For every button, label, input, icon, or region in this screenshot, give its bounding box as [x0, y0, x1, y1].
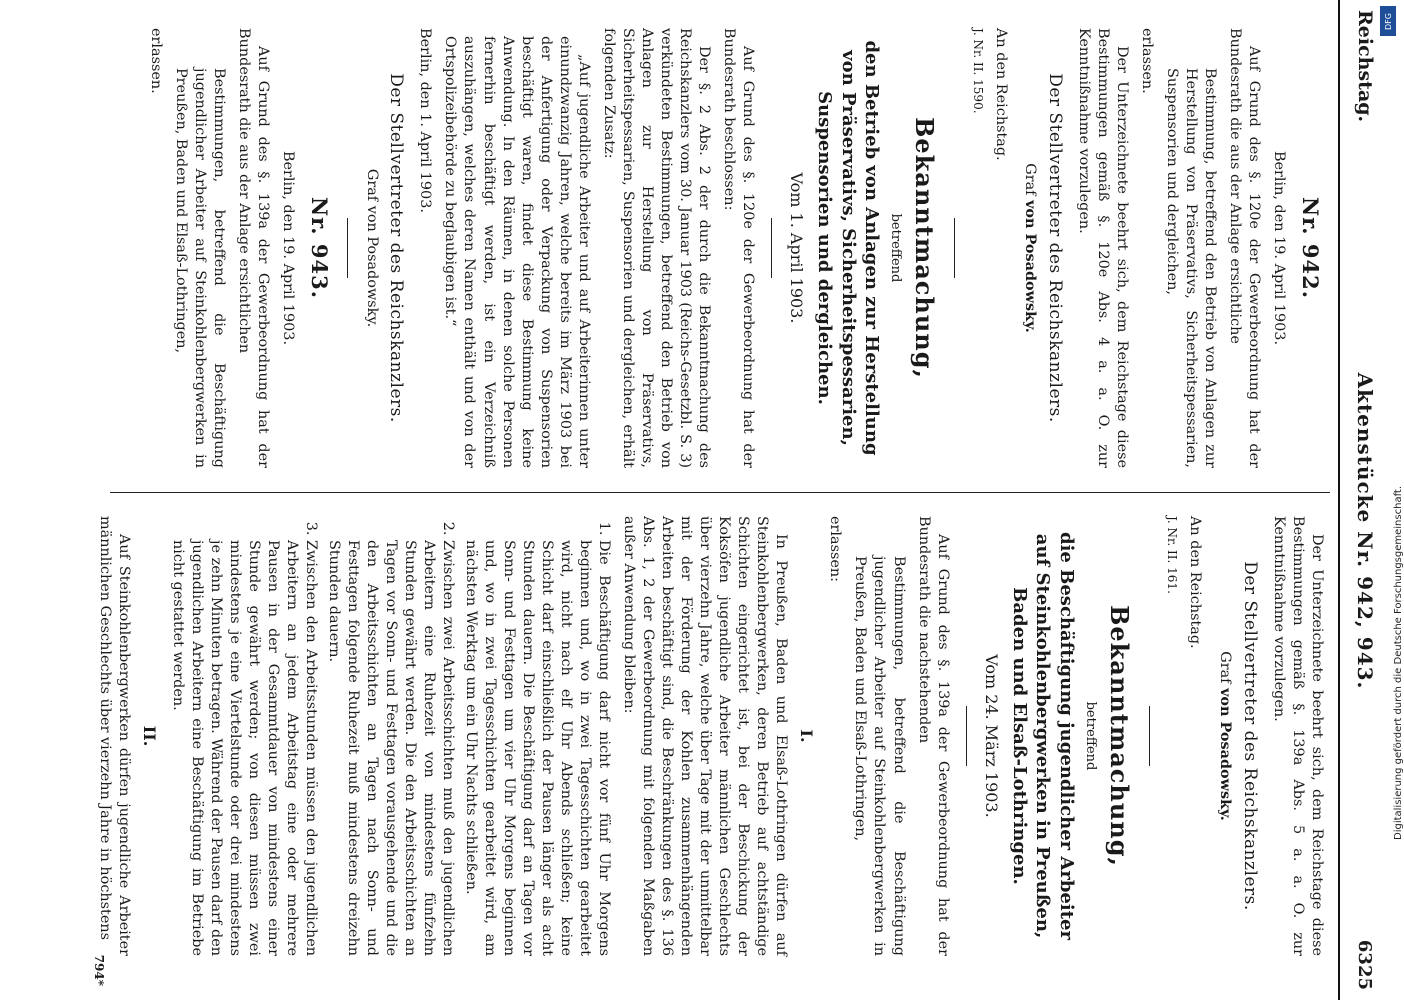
announcement-title: Bekanntmachung,	[909, 117, 939, 379]
paragraph-indented: Bestimmung, betreffend den Betrieb von Anlagen zur Herstellung von Präservativs, Sicherheitspessarien, Suspensorien und dergleichen,	[1164, 68, 1219, 468]
announcement-subject: die Beschäftigung jugendlicher Arbeiter auf Steinkohlenbergwerken in Preußen, Baden und Elsaß-Lothringen.	[1009, 532, 1077, 940]
paragraph: Der Unterzeichnete beehrt sich, dem Reichstage diese Bestimmungen gemäß §. 139a Abs. 5 a. a. O. zur Kenntnißnahme vorzulegen.	[1270, 516, 1325, 956]
signature-surname: von Posadowsky.	[1216, 688, 1234, 821]
paragraph-end: erlassen.	[1139, 28, 1156, 94]
paragraph-indented: Bestimmungen, betreffend die Beschäftigung jugendlicher Arbeiter auf Steinkohlenbergwerken in Preußen, Baden und Elsaß-Lothringen,	[173, 68, 228, 468]
signature-title: Der Stellvertreter des Reichskanzlers.	[1045, 73, 1066, 423]
separator	[954, 218, 955, 278]
signature-name: Graf von Posadowsky.	[364, 168, 381, 328]
dfg-logo	[1380, 6, 1396, 36]
left-column	[110, 28, 1326, 468]
column-divider	[110, 492, 1330, 493]
numbered-list	[168, 516, 613, 956]
paragraph-indented: Bestimmungen, betreffend die Beschäftigung jugendlicher Arbeiter auf Steinkohlenbergwerken in Preußen, Baden und Elsaß-Lothringen,	[852, 556, 907, 956]
betreffend-label: betreffend	[888, 213, 904, 283]
signature-prefix: Graf	[1021, 163, 1038, 196]
paragraph: Auf Grund des §. 139a der Gewerbeordnung hat der Bundesrath die nachstehenden	[915, 516, 951, 956]
paragraph-end: erlassen:	[827, 516, 844, 582]
signature-mark: 794*	[92, 954, 106, 986]
paragraph: Der Unterzeichnete beehrt sich, dem Reichstage diese Bestimmungen gemäß §. 120e Abs. 4 a. a. O. zur Kenntnißnahme vorzulegen.	[1076, 28, 1131, 468]
document-number-942: Nr. 942.	[1298, 196, 1323, 300]
signature-name	[1215, 516, 1235, 956]
paragraph: Auf Grund des §. 139a der Gewerbeordnung hat der Bundesrath die aus der Anlage ersichtlichen	[236, 28, 272, 468]
announcement-date: Vom 24. März 1903.	[981, 654, 1001, 818]
announcement-title: Bekanntmachung,	[1104, 605, 1134, 867]
signature-surname: von Posadowsky.	[1021, 200, 1039, 333]
signature-name	[1020, 28, 1040, 468]
addressee: An den Reichstag.	[1187, 516, 1204, 649]
betreffend-label: betreffend	[1082, 701, 1098, 771]
separator	[1149, 706, 1150, 766]
header-title: Aktenstücke Nr. 942, 943.	[1353, 372, 1377, 690]
section-heading-i: I.	[797, 729, 817, 743]
signature-prefix: Graf	[1216, 651, 1233, 684]
signature-title: Der Stellvertreter des Reichskanzlers.	[1239, 561, 1260, 911]
header-left: Reichstag.	[1354, 10, 1376, 123]
dfg-logo-text: DFG	[1383, 12, 1393, 30]
paragraph: In Preußen, Baden und Elsaß-Lothringen dürfen auf Steinkohlenbergwerken, deren Betrieb auf achtständige Schichten eingerichtet ist, bei der Beschickung der Koksöfen jugendliche Arbeiter männlichen Geschlechts über vierzehn Jahre, welche über Tage mit der unmittelbar mit der Förderung der Kohlen zusammenhängenden Arbeiten beschäftigt sind, die Beschränkungen des §. 136 Abs. 1, 2 der Gewerbeordnung mit folgenden Maßgaben außer Anwendung bleiben:	[621, 516, 790, 956]
separator	[347, 218, 348, 278]
place-date: Berlin, den 1. April 1903.	[417, 28, 434, 213]
list-item: 1. Die Beschäftigung darf nicht vor fünf Uhr Morgens beginnen und, wo in zwei Tagesschichten gearbeitet wird, nicht nach elf Uhr Abends schließen; keine Schicht darf einschließlich der Pausen länger als acht Stunden dauern. Die Beschäftigung darf an Tagen vor Sonn- und Festtagen um vier Uhr Morgens beginnen und, wo in zwei Tagesschichten gearbeitet wird, am nächsten Werktag um ein Uhr Nachts schließen.	[461, 540, 613, 956]
page-number: 6325	[1354, 939, 1376, 990]
dateline: Berlin, den 19. April 1903.	[280, 150, 297, 346]
section-heading-ii: II.	[139, 725, 159, 747]
document-page	[90, 0, 1390, 1000]
reference-number: J. Nr. II. 161.	[1165, 516, 1180, 594]
list-item: 2. Zwischen zwei Arbeitsschichten muß den jugendlichen Arbeitern eine Ruhezeit von mindestens fünfzehn Stunden gewährt werden. Die den Arbeitsschichten an Tagen vor Sonn- und Festtagen vorausgehende und die den Arbeitsschichten an Tagen nach Sonn- und Festtagen folgende Ruhezeit muß mindestens dreizehn Stunden dauern.	[324, 540, 457, 956]
signature-title: Der Stellvertreter des Reichskanzlers.	[386, 73, 407, 423]
paragraph: Auf Grund des §. 120e der Gewerbeordnung hat der Bundesrath die aus der Anlage ersichtliche	[1227, 28, 1263, 468]
separator	[771, 218, 772, 278]
right-column	[96, 516, 1326, 956]
document-number-943: Nr. 943.	[307, 196, 332, 300]
separator	[966, 706, 967, 766]
paragraph: Auf Grund des §. 120e der Gewerbeordnung hat der Bundesrath beschlossen:	[720, 28, 756, 468]
digitization-note	[1381, 140, 1404, 840]
reference-number: J. Nr. II. 1590.	[970, 28, 985, 114]
paragraph-end: erlassen.	[148, 28, 165, 94]
paragraph: Auf Steinkohlenbergwerken dürfen jugendliche Arbeiter männlichen Geschlechts über vierzehn Jahre in höchstens	[96, 516, 132, 956]
announcement-date: Vom 1. April 1903.	[786, 172, 806, 324]
digitization-note-text: Digitalisierung gefördert durch die Deutsche Forschungsgemeinschaft.	[1393, 485, 1404, 840]
addressee: An den Reichstag.	[992, 28, 1009, 161]
quoted-addition: „Auf jugendliche Arbeiter und auf Arbeiterinnen unter einundzwanzig Jahren, welche bereits im März 1903 bei der Anfertigung oder Verpackung von Suspensorien beschäftigt waren, findet diese Bestimmung keine Anwendung. In den Räumen, in denen solche Personen fernerhin beschäftigt werden, ist ein Verzeichniß auszuhängen, welches deren Namen enthält und von der Ortspolizeibehörde zu beglaubigen ist.“	[442, 36, 592, 468]
announcement-subject: den Betrieb von Anlagen zur Herstellung von Präservativs, Sicherheitspessarien, Suspensorien und dergleichen.	[814, 40, 882, 456]
dateline: Berlin, den 19. April 1903.	[1271, 150, 1288, 346]
list-item: 3. Zwischen den Arbeitsstunden müssen den jugendlichen Arbeitern an jedem Arbeitstag eine oder mehrere Pausen in der Gesammtdauer von mindestens einer Stunde gewährt werden; von diesen müssen zwei mindestens je eine Viertelstunde oder drei mindestens je zehn Minuten betragen. Während der Pausen darf den jugendlichen Arbeitern eine Beschäftigung im Betriebe nicht gestattet werden.	[168, 540, 320, 956]
paragraph: Der §. 2 Abs. 2 der durch die Bekanntmachung des Reichskanzlers vom 30. Januar 1903 (Reichs-Gesetzbl. S. 3) verkündeten Bestimmungen, betreffend den Betrieb von Anlagen zur Herstellung von Präservativs, Sicherheitspessarien, Suspensorien und dergleichen, erhält folgenden Zusatz:	[600, 28, 712, 468]
